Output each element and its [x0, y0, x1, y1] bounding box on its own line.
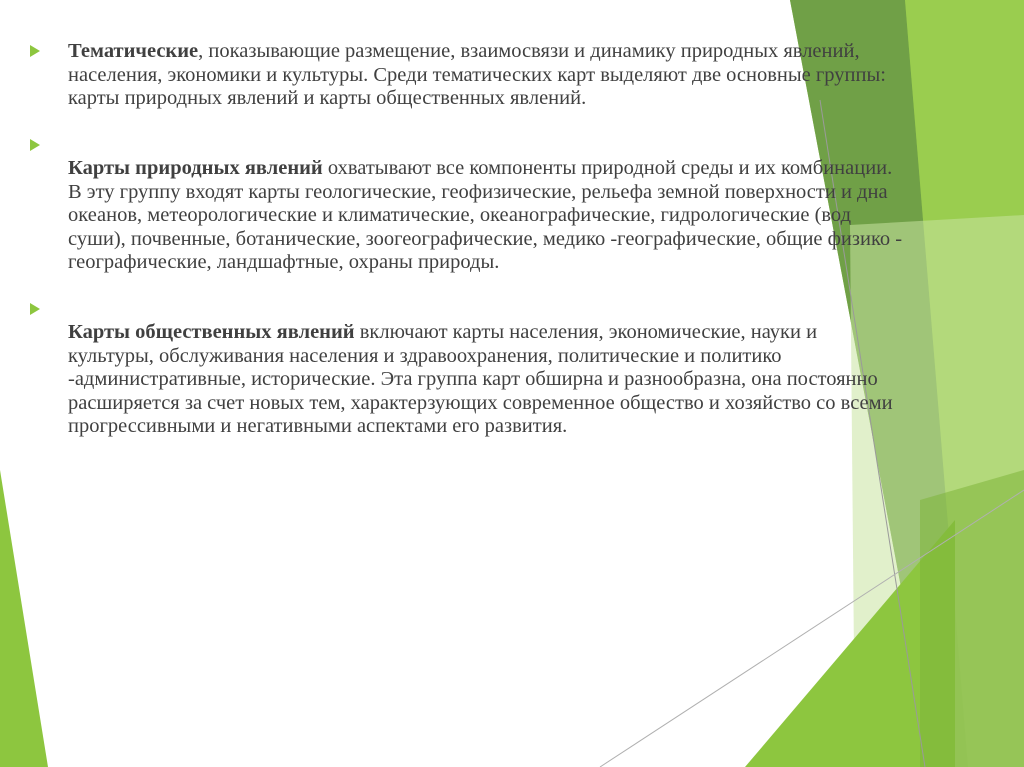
triangle-bullet-icon: [30, 139, 40, 151]
list-item: [28, 134, 908, 275]
triangle-bullet-icon: [30, 303, 40, 315]
list-item: [28, 298, 908, 439]
triangle-bullet-icon: [30, 45, 40, 57]
item-term: Тематические: [68, 40, 199, 62]
item-term: Карты общественных явлений: [68, 321, 355, 343]
item-text: включают карты населения, экономические, науки и культуры, обслуживания населения и здравоохранения, политические и политико -административные, исторические. Эта группа карт обширна и разнообразна, она постоянно расширяется за счет новых тем, характерзующих современное общество и хозяйство со всеми прогрессивными и негативными аспектами его развития.: [68, 321, 893, 437]
list-item: [28, 40, 908, 111]
item-text: охватывают все компоненты природной среды и их комбинации. В эту группу входят карты геологические, геофизические, рельефа земной поверхности и дна океанов, метеорологические и климатические, океанографические, гидрологические (вод суши), почвенные, ботанические, зоогеографические, медико -географические, общие физико - географические, ландшафтные, охраны природы.: [68, 157, 903, 273]
left-green-shape: [0, 470, 48, 767]
item-text: , показывающие размещение, взаимосвязи и динамику природных явлений, населения, экономики и культуры. Среди тематических карт выделяют две основные группы: карты природных явлений и карты общественных явлений.: [68, 40, 886, 109]
text-content: [28, 40, 908, 439]
item-term: Карты природных явлений: [68, 157, 323, 179]
lower-right-overlay: [920, 470, 1024, 767]
